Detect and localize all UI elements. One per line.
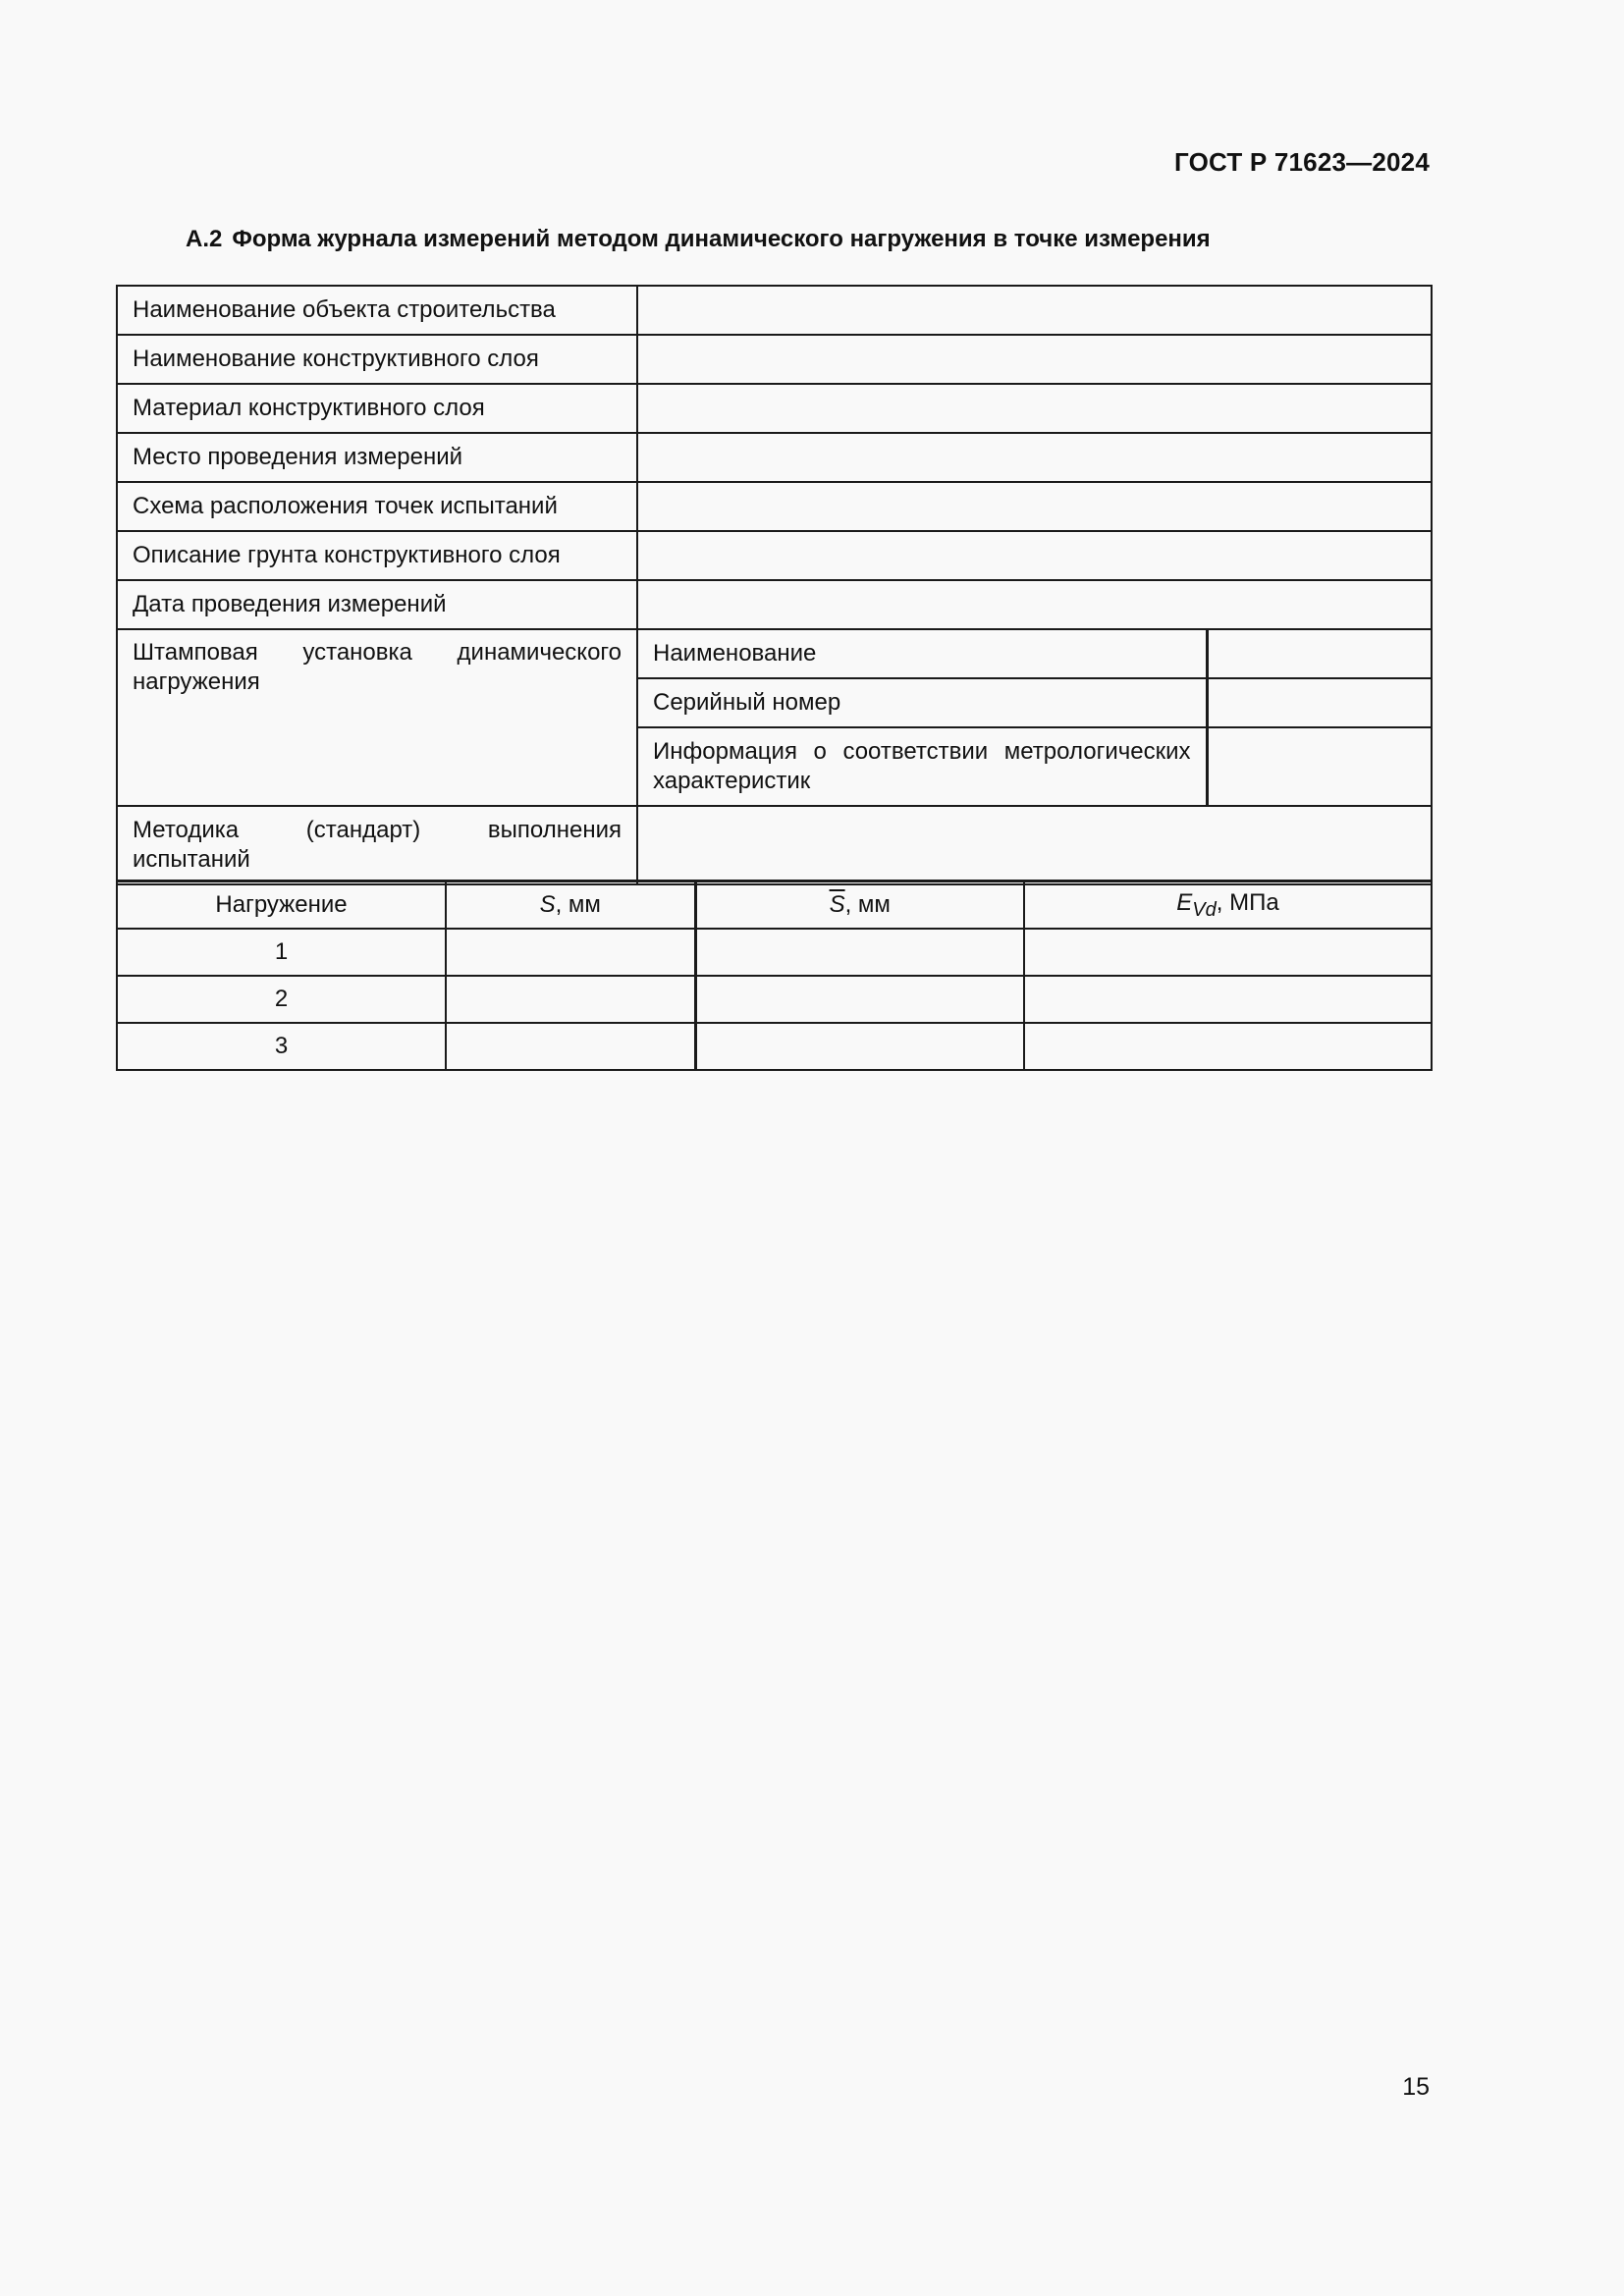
header-s-unit: , мм xyxy=(555,891,601,918)
method-value[interactable] xyxy=(637,806,1432,884)
form-row-value[interactable] xyxy=(637,580,1432,629)
device-field-label: Информация о соответствии метрологических характеристик xyxy=(637,727,1207,806)
header-s-mean-symbol: $\overline{S}$ xyxy=(829,891,845,918)
section-number: А.2 xyxy=(186,226,223,252)
form-row-label: Наименование конструктивного слоя xyxy=(117,335,637,384)
form-row-label: Наименование объекта строительства xyxy=(117,286,637,335)
form-row xyxy=(117,335,1432,384)
header-s-mean xyxy=(695,881,1024,930)
s-mean-value[interactable] xyxy=(695,929,1024,976)
s-value[interactable] xyxy=(446,1023,695,1070)
form-row xyxy=(117,286,1432,335)
evd-value[interactable] xyxy=(1024,1023,1432,1070)
measurement-row xyxy=(117,929,1432,976)
measurement-row xyxy=(117,976,1432,1023)
measurements-table xyxy=(116,880,1433,1071)
form-row-label: Описание грунта конструктивного слоя xyxy=(117,531,637,580)
method-row xyxy=(117,806,1432,884)
loading-number: 2 xyxy=(117,976,446,1023)
measurement-row xyxy=(117,1023,1432,1070)
form-row-value[interactable] xyxy=(637,335,1432,384)
form-row-value[interactable] xyxy=(637,433,1432,482)
device-field-value[interactable] xyxy=(1207,678,1432,727)
form-row xyxy=(117,384,1432,433)
section-title xyxy=(186,226,1211,253)
device-field-label: Наименование xyxy=(637,629,1207,678)
form-row-value[interactable] xyxy=(637,286,1432,335)
form-row-value[interactable] xyxy=(637,384,1432,433)
evd-value[interactable] xyxy=(1024,976,1432,1023)
form-row-value[interactable] xyxy=(637,482,1432,531)
loading-number: 3 xyxy=(117,1023,446,1070)
header-e-unit: , МПа xyxy=(1216,888,1279,916)
device-field-value[interactable] xyxy=(1207,629,1432,678)
form-row-label: Дата проведения измерений xyxy=(117,580,637,629)
form-row xyxy=(117,482,1432,531)
header-s-mean-unit: , мм xyxy=(844,891,891,918)
form-row-label: Материал конструктивного слоя xyxy=(117,384,637,433)
form-row xyxy=(117,433,1432,482)
form-row-label: Место проведения измерений xyxy=(117,433,637,482)
measurements-header-row xyxy=(117,881,1432,930)
s-mean-value[interactable] xyxy=(695,1023,1024,1070)
journal-form-table xyxy=(116,285,1433,885)
s-mean-value[interactable] xyxy=(695,976,1024,1023)
header-e-symbol: E xyxy=(1176,888,1193,916)
loading-number: 1 xyxy=(117,929,446,976)
device-field-label: Серийный номер xyxy=(637,678,1207,727)
method-label: Методика (стандарт) выполнения испытаний xyxy=(117,806,637,884)
header-s-symbol: S xyxy=(539,891,556,918)
device-field-value[interactable] xyxy=(1207,727,1432,806)
header-s xyxy=(446,881,695,930)
s-value[interactable] xyxy=(446,976,695,1023)
form-row xyxy=(117,580,1432,629)
standard-code: ГОСТ Р 71623—2024 xyxy=(1174,147,1430,177)
device-label: Штамповая установка динамического нагружения xyxy=(117,629,637,806)
form-row xyxy=(117,531,1432,580)
device-row xyxy=(117,629,1432,678)
header-evd xyxy=(1024,881,1432,930)
form-row-value[interactable] xyxy=(637,531,1432,580)
form-row-label: Схема расположения точек испытаний xyxy=(117,482,637,531)
page-number: 15 xyxy=(1402,2073,1430,2101)
header-loading: Нагружение xyxy=(117,881,446,930)
evd-value[interactable] xyxy=(1024,929,1432,976)
s-value[interactable] xyxy=(446,929,695,976)
header-e-subscript: Vd xyxy=(1192,898,1217,921)
section-title-text: Форма журнала измерений методом динамического нагружения в точке измерения xyxy=(232,226,1211,252)
